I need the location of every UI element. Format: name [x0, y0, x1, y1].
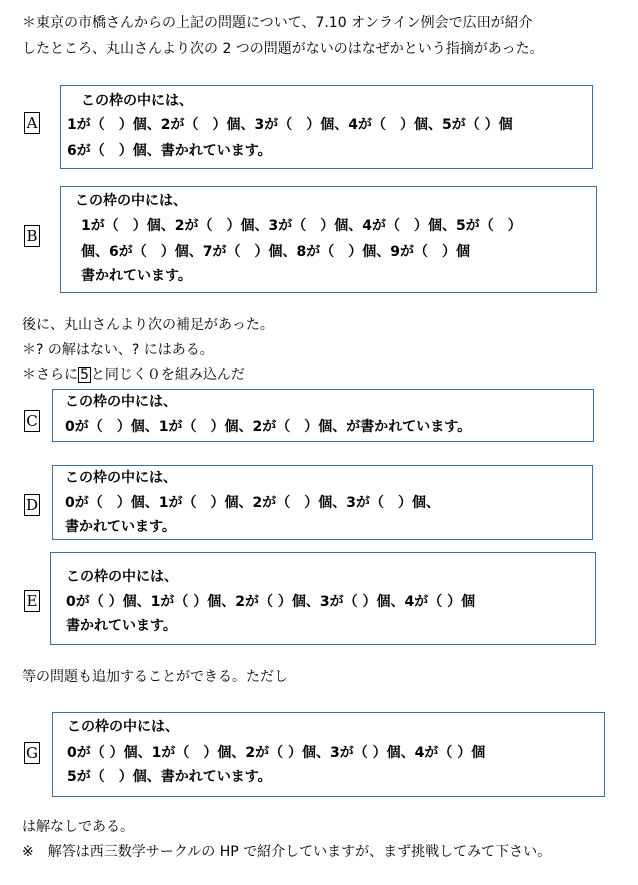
- problem-box-d: [52, 465, 593, 540]
- problem-box-c: [52, 389, 594, 442]
- label-c: C: [24, 410, 40, 432]
- box-b-line-4: 書かれています。: [81, 268, 192, 284]
- intro-line-2: したところ、丸山さんより次の 2 つの問題がないのはなぜかという指摘があった。: [22, 41, 544, 57]
- box-b-line-2: 1が（ ）個、2が（ ）個、3が（ ）個、4が（ ）個、5が（ ）: [81, 218, 522, 234]
- problem-box-g: [52, 712, 605, 797]
- followup-line-1: 後に、丸山さんより次の補足があった。: [22, 317, 274, 333]
- problem-box-a: [60, 85, 593, 169]
- intro-line-1: ＊東京の市橋さんからの上記の問題について、7.10 オンライン例会で広田が紹介: [22, 15, 533, 31]
- box-d-line-2: 0が（ ）個、1が（ ）個、2が（ ）個、3が（ ）個、: [65, 495, 440, 511]
- boxed-number: 5: [80, 367, 89, 383]
- label-g: G: [24, 742, 40, 764]
- followup-line-3-prefix: ＊さらに: [22, 367, 78, 383]
- box-b-line-3: 個、6が（ ）個、7が（ ）個、8が（ ）個、9が（ ）個: [81, 244, 470, 260]
- box-d-line-3: 書かれています。: [65, 519, 176, 535]
- box-c-line-2: 0が（ ）個、1が（ ）個、2が（ ）個、が書かれています。: [65, 419, 472, 435]
- label-e: E: [24, 590, 40, 612]
- box-g-line-1: この枠の中には、: [67, 719, 179, 735]
- middle-line: 等の問題も追加することができる。ただし: [22, 669, 288, 685]
- box-e-line-1: この枠の中には、: [66, 569, 178, 585]
- label-b: B: [24, 225, 40, 247]
- box-e-line-3: 書かれています。: [66, 618, 177, 634]
- box-a-line-2: 1が（ ）個、2が（ ）個、3が（ ）個、4が（ ）個、5が（ ）個: [67, 117, 513, 133]
- footer-line-1: は解なしである。: [22, 819, 134, 835]
- followup-line-3-suffix: と同じく０を組み込んだ: [90, 367, 245, 383]
- box-g-line-2: 0が（ ）個、1が（ ）個、2が（ ）個、3が（ ）個、4が（ ）個: [67, 745, 486, 761]
- box-g-line-3: 5が（ ）個、書かれています。: [67, 769, 272, 785]
- label-d: D: [25, 496, 39, 514]
- problem-box-b: [60, 186, 597, 293]
- box-a-line-3: 6が（ ）個、書かれています。: [67, 143, 272, 159]
- label-a: A: [24, 112, 40, 134]
- box-e-line-2: 0が（ ）個、1が（ ）個、2が（ ）個、3が（ ）個、4が（ ）個: [66, 594, 476, 610]
- box-a-line-1: この枠の中には、: [81, 93, 193, 109]
- followup-line-3: [22, 366, 245, 384]
- box-d-line-1: この枠の中には、: [65, 470, 177, 486]
- box-b-line-1: この枠の中には、: [75, 193, 187, 209]
- box-c-line-1: この枠の中には、: [65, 394, 177, 410]
- problem-box-e: [50, 552, 596, 645]
- footer-line-2: ※ 解答は西三数学サークルの HP で紹介していますが、まず挑戦してみて下さい。: [22, 844, 552, 860]
- followup-line-2: ＊? の解はない、? にはある。: [22, 342, 214, 358]
